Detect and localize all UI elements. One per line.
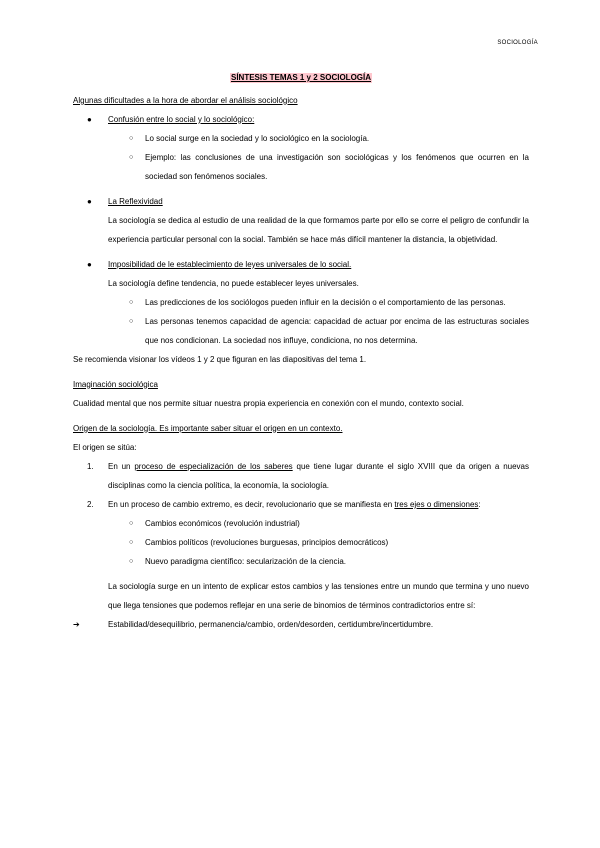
section-heading-dificultades: Algunas dificultades a la hora de abordar el análisis sociológico [73, 95, 298, 105]
numbered-text-pre: En un proceso de cambio extremo, es decir, revolucionario que se manifiesta en [108, 499, 395, 509]
sub-item-text: Lo social surge en la sociedad y lo sociológico en la sociología. [145, 133, 370, 143]
document-title: SÍNTESIS TEMAS 1 y 2 SOCIOLOGÍA [230, 73, 372, 82]
circle-bullet-icon: ○ [129, 134, 134, 142]
bullet-icon: ● [87, 196, 92, 206]
sub-item-text: Cambios políticos (revoluciones burguesas, principios democráticos) [145, 537, 389, 547]
sub-item-text: Nuevo paradigma científico: secularización de la ciencia. [145, 556, 346, 566]
section-heading-origen: Origen de la sociología. Es importante saber situar el origen en un contexto. [73, 423, 343, 433]
page-header: SOCIOLOGÍA [497, 40, 538, 46]
circle-bullet-icon: ○ [129, 519, 134, 527]
bullet-leyes [73, 255, 529, 274]
sub-item [73, 312, 529, 350]
bullet-title: La Reflexividad [108, 196, 163, 206]
numbered-item [73, 457, 529, 495]
circle-bullet-icon: ○ [129, 153, 134, 161]
circle-bullet-icon: ○ [129, 317, 134, 325]
bullet-title: Confusión entre lo social y lo sociológico: [108, 114, 255, 124]
bullet-reflexividad [73, 192, 529, 211]
section-text: Cualidad mental que nos permite situar nuestra propia experiencia en conexión con el mundo, contexto social. [73, 398, 464, 408]
sub-item [73, 293, 529, 312]
arrow-item [73, 615, 529, 634]
sub-item-text: Cambios económicos (revolución industrial) [145, 518, 300, 528]
section-heading-imaginacion: Imaginación sociológica [73, 379, 158, 389]
section-paragraph: La sociología surge en un intento de explicar estos cambios y las tensiones entre un mundo que termina y uno nuevo que llega tensiones que podemos reflejar en una serie de binomios de términos contradictorios entre sí: [108, 581, 529, 610]
note-videos: Se recomienda visionar los vídeos 1 y 2 que figuran en las diapositivas del tema 1. [73, 354, 367, 364]
numbered-text-underlined: proceso de especialización de los saberes [134, 461, 293, 471]
numbered-item [73, 495, 529, 514]
arrow-item-text: Estabilidad/desequilibrio, permanencia/cambio, orden/desorden, certidumbre/incertidumbre. [108, 619, 434, 629]
section-intro: El origen se sitúa: [73, 442, 137, 452]
document-body [73, 73, 529, 634]
numbered-text-post: : [478, 499, 481, 509]
number-marker: 2. [87, 499, 94, 509]
circle-bullet-icon: ○ [129, 298, 134, 306]
sub-item-text: Las personas tenemos capacidad de agencia: capacidad de actuar por encima de las estructuras sociales que nos condicionan. La sociedad nos influye, condiciona, no nos determina. [145, 316, 529, 345]
numbered-text-post: que tiene lugar durante el siglo XVIII que da origen a nuevas disciplinas como la ciencia política, la economía, la sociología. [108, 461, 529, 490]
sub-item [73, 148, 529, 186]
numbered-text-pre: En un [108, 461, 135, 471]
circle-bullet-icon: ○ [129, 557, 134, 565]
sub-item [73, 129, 529, 148]
sub-item [73, 533, 529, 552]
bullet-icon: ● [87, 259, 92, 269]
numbered-text-underlined: tres ejes o dimensiones [394, 499, 479, 509]
circle-bullet-icon: ○ [129, 538, 134, 546]
bullet-text: La sociología se dedica al estudio de una realidad de la que formamos parte por ello se corre el peligro de confundir la experiencia particular personal con la social. También se hace más difícil mantener la distancia, la objetividad. [108, 215, 529, 244]
number-marker: 1. [87, 461, 94, 471]
bullet-title: Imposibilidad de le establecimiento de leyes universales de lo social. [108, 259, 352, 269]
sub-item [73, 552, 529, 571]
bullet-confusion [73, 110, 529, 129]
sub-item [73, 514, 529, 533]
bullet-icon: ● [87, 114, 92, 124]
bullet-text: La sociología define tendencia, no puede establecer leyes universales. [108, 278, 359, 288]
sub-item-text: Las predicciones de los sociólogos pueden influir en la decisión o el comportamiento de las personas. [145, 297, 506, 307]
sub-item-text: Ejemplo: las conclusiones de una investigación son sociológicas y los fenómenos que ocurren en la sociedad son fenómenos sociales. [145, 152, 529, 181]
arrow-right-icon: ➔ [73, 619, 80, 629]
